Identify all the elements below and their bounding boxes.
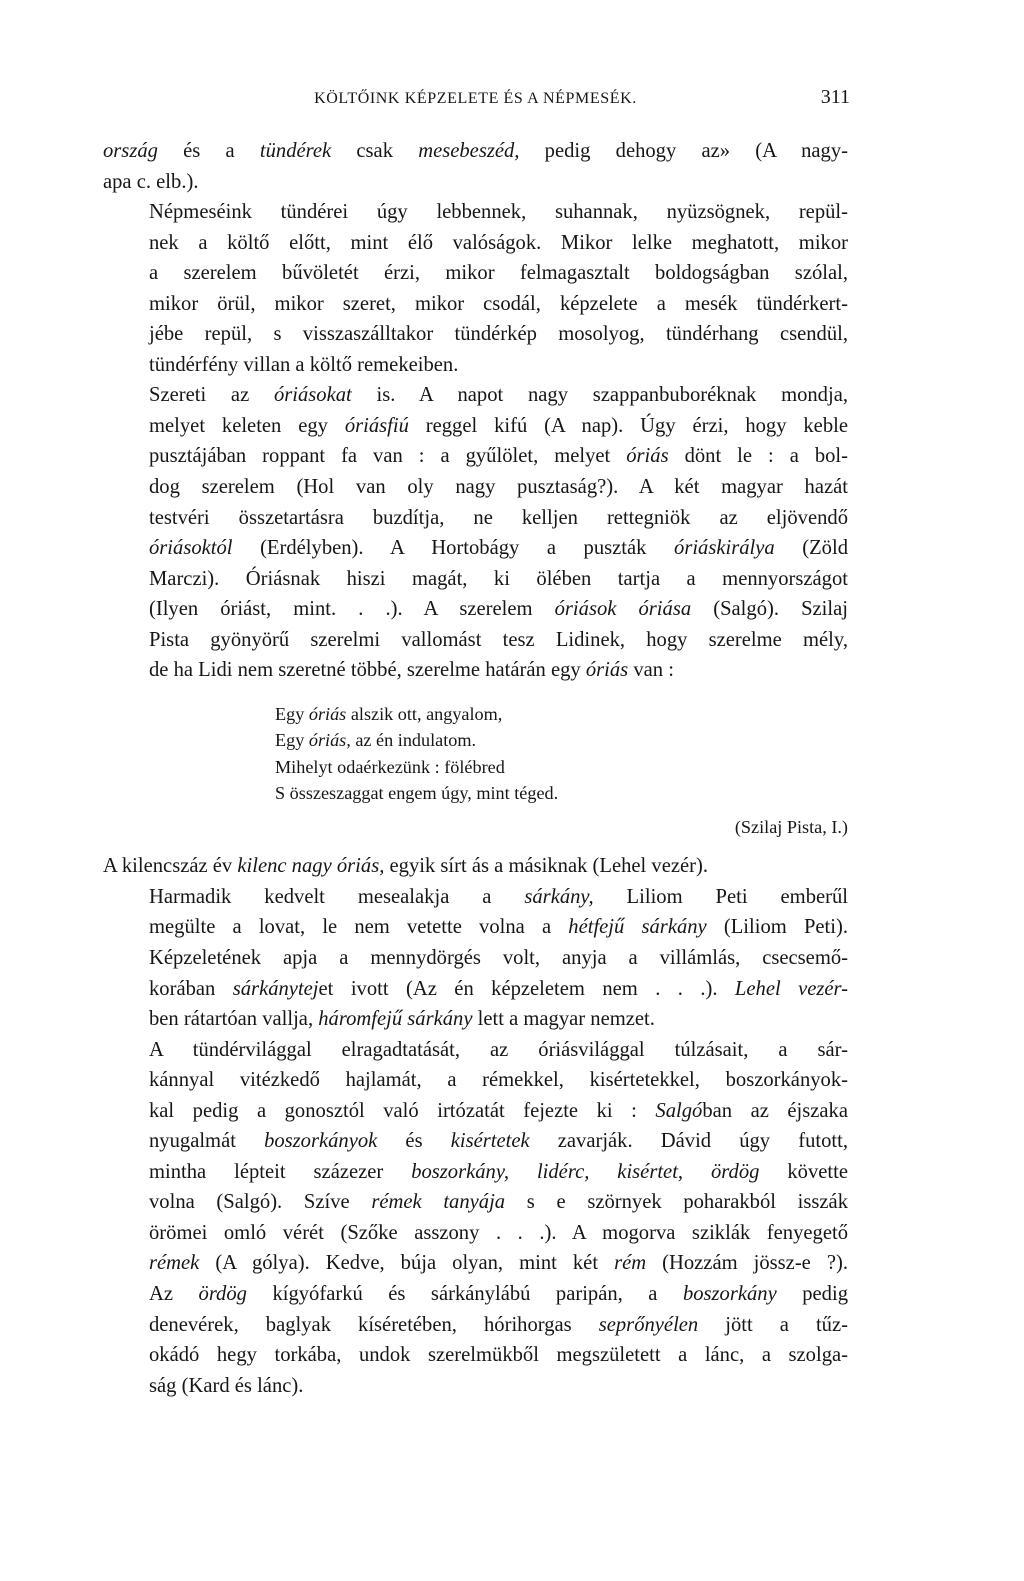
- paragraph: [103, 136, 848, 197]
- text-run: Az: [149, 1283, 199, 1305]
- text-run: (Hozzám jössz-e ?).: [646, 1252, 848, 1275]
- text-run: az én indulatom.: [350, 730, 477, 751]
- text-run: követte: [759, 1160, 848, 1183]
- text-line: [103, 136, 848, 167]
- text-line: ság (Kard és lánc).: [149, 1374, 304, 1397]
- italic-term: kisértetek: [450, 1130, 530, 1153]
- text-run: pusztájában roppant fa van : a gyűlölet, melyet: [149, 445, 627, 468]
- text-run: (Erdélyben). A Hortobágy a puszták: [232, 537, 675, 560]
- italic-term: sárkánytej: [232, 977, 319, 1000]
- text-run: ban az éjszaka: [702, 1099, 848, 1122]
- text-run: (Liliom Peti).: [706, 916, 849, 939]
- paragraph: [103, 882, 848, 1035]
- verse-line: Mihelyt odaérkezünk : fölébred: [275, 756, 505, 777]
- paragraph: [103, 851, 848, 882]
- text-line: [103, 594, 848, 625]
- text-line: Pista gyönyörű szerelmi vallomást tesz Lidinek, hogy szerelme mély,: [149, 628, 848, 651]
- text-line: [103, 655, 848, 686]
- text-line: testvéri összetartásra buzdítja, ne kelljen rettegniök az eljövendő: [149, 506, 848, 529]
- italic-term: óriás: [626, 445, 669, 468]
- text-run: Szereti az: [149, 384, 274, 407]
- text-run: pedig dehogy az» (A nagy-: [519, 140, 848, 162]
- italic-term: óriásfiú: [344, 414, 409, 437]
- italic-term: sárkány,: [524, 885, 594, 908]
- italic-term: boszorkány, lidérc, kisértet, ördög: [411, 1160, 760, 1183]
- text-line: Képzeletének apja a mennydörgés volt, anyja a villámlás, csecsemő-: [149, 946, 848, 969]
- italic-term: óriásoktól: [149, 537, 233, 560]
- text-run: korában: [149, 977, 233, 1000]
- italic-term: boszorkányok: [264, 1130, 378, 1153]
- text-line: [103, 441, 848, 472]
- verse-line: [275, 701, 848, 728]
- text-line: [103, 1157, 848, 1188]
- text-run: van :: [628, 659, 674, 682]
- running-head: [103, 86, 848, 116]
- text-run: de ha Lidi nem szeretné többé, szerelme határán egy: [149, 659, 586, 682]
- text-run: és a: [157, 140, 260, 162]
- text-run: kal pedig a gonosztól való irtózatát fejezte ki :: [149, 1099, 656, 1122]
- text-line: Marczi). Óriásnak hiszi magát, ki ölében tartja a mennyországot: [149, 567, 848, 590]
- text-run: volna (Salgó). Szíve: [149, 1191, 372, 1214]
- italic-term: rém: [614, 1252, 647, 1275]
- text-run: Egy: [275, 730, 309, 751]
- italic-term: Salgó: [655, 1099, 703, 1122]
- verse-attribution: (Szilaj Pista, I.): [734, 816, 848, 837]
- text-run: lett a magyar nemzet.: [472, 1008, 655, 1031]
- text-line: [103, 380, 848, 411]
- text-line: [103, 882, 848, 913]
- paragraph: [103, 380, 848, 685]
- text-run: A kilencszáz év: [103, 855, 238, 878]
- verse-line: S összeszaggat engem úgy, mint téged.: [275, 783, 559, 804]
- text-run: zavarják. Dávid úgy futott,: [529, 1130, 848, 1153]
- verse-quote: [275, 701, 848, 807]
- text-run: csak: [331, 140, 419, 162]
- italic-term: óriások óriása: [554, 598, 692, 621]
- text-run: dönt le : a bol-: [668, 445, 848, 468]
- text-run: és: [377, 1130, 451, 1153]
- text-line: [103, 1187, 848, 1218]
- text-run: egyik sírt ás a másiknak (Lehel vezér).: [384, 855, 709, 878]
- text-run: jött a tűz-: [698, 1313, 848, 1336]
- text-line: [103, 912, 848, 943]
- text-line: mikor örül, mikor szeret, mikor csodál, képzelete a mesék tündérkert-: [149, 292, 848, 315]
- paragraph: [103, 1035, 848, 1402]
- italic-term: óriáskirálya: [674, 537, 775, 560]
- text-line: [103, 1096, 848, 1127]
- italic-term: kilenc nagy óriás,: [237, 855, 385, 878]
- italic-term: seprőnyélen: [598, 1313, 699, 1336]
- text-line: A tündérvilággal elragadtatását, az óriásvilággal túlzásait, a sár-: [149, 1038, 848, 1061]
- italic-term: rémek tanyája: [371, 1191, 506, 1214]
- text-run: melyet keleten egy: [149, 414, 345, 437]
- text-line: nek a költő előtt, mint élő valóságok. Mikor lelke meghatott, mikor: [149, 231, 848, 254]
- text-line: [103, 851, 848, 882]
- text-line: okádó hegy torkába, undok szerelmükből megszületett a lánc, a szolga-: [149, 1344, 848, 1367]
- text-line: örömei omló vérét (Szőke asszony . . .). A mogorva sziklák fenyegető: [149, 1221, 848, 1244]
- text-run: nyugalmát: [149, 1130, 265, 1153]
- text-run: et ivott (Az én képzeletem nem . . .).: [318, 977, 735, 1000]
- page-body: [103, 136, 848, 1401]
- italic-term: ördög: [198, 1283, 247, 1305]
- text-line: jébe repül, s visszaszálltakor tündérkép mosolyog, tündérhang csendül,: [149, 323, 848, 346]
- text-line: dog szerelem (Hol van oly nagy pusztaság?). A két magyar hazát: [149, 476, 848, 499]
- text-run: mintha lépteit százezer: [149, 1160, 412, 1183]
- italic-term: tündérek: [259, 140, 332, 162]
- text-line: [103, 1310, 848, 1341]
- page-number: 311: [820, 86, 850, 108]
- text-line: [103, 1279, 848, 1310]
- text-run: Harmadik kedvelt mesealakja a: [149, 885, 525, 908]
- text-run: denevérek, baglyak kíséretében, hórihorgas: [149, 1313, 599, 1336]
- text-run: alszik ott, angyalom,: [346, 703, 503, 724]
- paragraph: [103, 197, 848, 380]
- italic-term: ország: [103, 140, 158, 162]
- text-run: kígyófarkú és sárkánylábú paripán, a: [246, 1283, 683, 1305]
- text-run: is. A napot nagy szappanbuboréknak mondja,: [351, 384, 848, 407]
- italic-term: rémek: [149, 1252, 200, 1275]
- text-line: a szerelem bűvöletét érzi, mikor felmagasztalt boldogságban szólal,: [149, 262, 848, 285]
- text-run: reggel kifú (A nap). Úgy érzi, hogy keble: [408, 414, 848, 437]
- italic-term: óriás: [585, 659, 629, 682]
- italic-term: óriás: [308, 703, 347, 724]
- italic-term: háromfejű sárkány: [318, 1008, 473, 1031]
- text-run: ben rátartóan vallja,: [149, 1008, 319, 1031]
- text-line: kánnyal vitézkedő hajlamát, a rémekkel, kisértetekkel, boszorkányok-: [149, 1069, 848, 1092]
- italic-term: hétfejű sárkány: [568, 916, 707, 939]
- text-run: (Ilyen óriást, mint. . .). A szerelem: [149, 598, 555, 621]
- text-line: tündérfény villan a költő remekeiben.: [149, 353, 459, 376]
- text-run: Egy: [275, 703, 309, 724]
- text-run: Liliom Peti emberűl: [593, 885, 849, 908]
- italic-term: óriás,: [308, 730, 351, 751]
- text-run: pedig: [776, 1283, 848, 1305]
- verse-line: [275, 727, 848, 754]
- text-run: s e szörnyek poharakból isszák: [505, 1191, 848, 1214]
- text-run: (Zöld: [774, 537, 848, 560]
- text-run: (Salgó). Szilaj: [691, 598, 848, 621]
- text-line: [103, 411, 848, 442]
- text-line: Népmeséink tündérei úgy lebbennek, suhannak, nyüzsögnek, repül-: [149, 201, 848, 224]
- text-line: [103, 533, 848, 564]
- text-line: [103, 1248, 848, 1279]
- running-title: KÖLTŐINK KÉPZELETE ÉS A NÉPMESÉK.: [314, 90, 637, 107]
- text-line: [103, 1004, 848, 1035]
- text-run: (A gólya). Kedve, búja olyan, mint két: [199, 1252, 615, 1275]
- text-line: [103, 974, 848, 1005]
- text-line: [103, 1126, 848, 1157]
- italic-term: boszorkány: [682, 1283, 777, 1305]
- text-line: apa c. elb.).: [103, 170, 199, 193]
- italic-term: óriásokat: [273, 384, 352, 407]
- italic-term: mesebeszéd,: [418, 140, 520, 162]
- text-run: megülte a lovat, le nem vetette volna a: [149, 916, 569, 939]
- italic-term: Lehel vezér-: [734, 977, 848, 1000]
